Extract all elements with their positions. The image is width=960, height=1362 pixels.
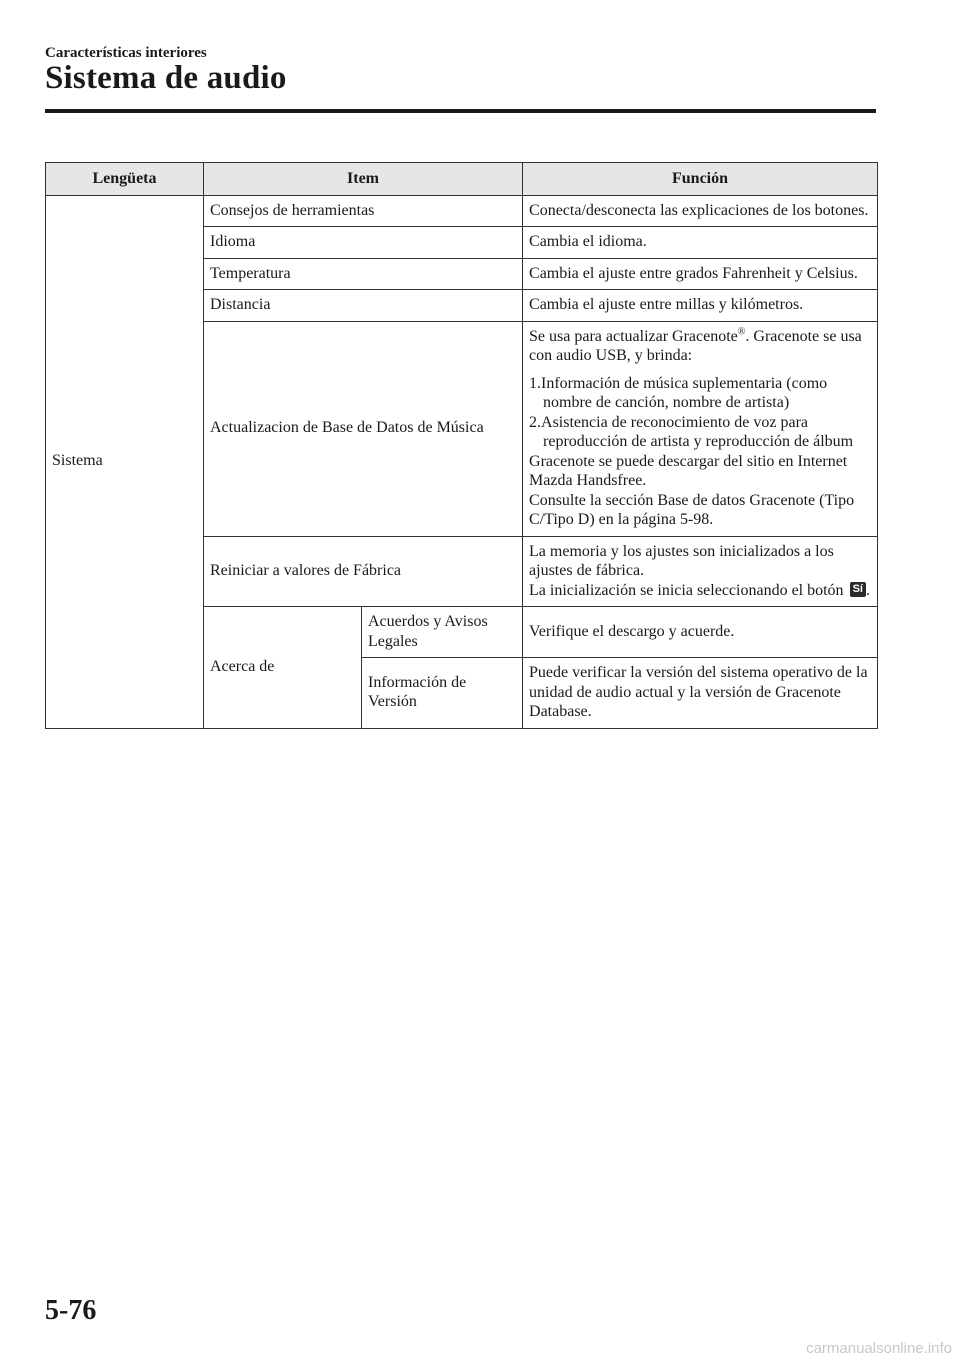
function-text: La memoria y los ajustes son inicializados a los ajustes de fábrica. <box>529 542 834 579</box>
function-intro-text: Se usa para actualizar Gracenote <box>529 327 738 345</box>
function-text-button <box>529 581 871 601</box>
section-label: Características interiores <box>45 45 207 61</box>
registered-mark: ® <box>737 326 746 338</box>
function-cell <box>523 536 878 607</box>
function-cell: Verifique el descargo y acuerde. <box>523 607 878 658</box>
page-number: 5-76 <box>45 1295 97 1326</box>
function-reference: Consulte la sección Base de datos Gracenote (Tipo C/Tipo D) en la página 5-98. <box>529 491 855 528</box>
function-cell <box>523 321 878 536</box>
function-cell: Puede verificar la versión del sistema operativo de la unidad de audio actual y la versión de Gracenote Database. <box>523 658 878 729</box>
si-button-icon: Sí <box>850 582 866 597</box>
settings-table <box>45 162 878 729</box>
item-cell: Idioma <box>204 227 523 259</box>
function-cell: Cambia el ajuste entre grados Fahrenheit y Celsius. <box>523 258 878 290</box>
title-divider <box>45 109 876 113</box>
function-download: Gracenote se puede descargar del sitio en Internet Mazda Handsfree. <box>529 452 848 489</box>
list-item: 1.Información de música suplementaria (como nombre de canción, nombre de artista) <box>529 374 828 411</box>
column-header-item: Item <box>204 163 523 196</box>
function-intro <box>529 327 871 366</box>
item-cell: Temperatura <box>204 258 523 290</box>
sentence-end: . <box>865 581 870 599</box>
table-row <box>46 195 878 227</box>
table-header-row <box>46 163 878 196</box>
item-cell: Acerca de <box>204 607 362 729</box>
page-title: Sistema de audio <box>45 60 287 96</box>
function-text: La inicialización se inicia seleccionando el botón <box>529 581 844 599</box>
list-item: 2.Asistencia de reconocimiento de voz para reproducción de artista y reproducción de álbum <box>529 413 854 450</box>
item-cell: Actualizacion de Base de Datos de Música <box>204 321 523 536</box>
feature-list <box>529 374 871 452</box>
tab-cell-sistema: Sistema <box>46 195 204 728</box>
function-cell: Cambia el idioma. <box>523 227 878 259</box>
item-cell: Reiniciar a valores de Fábrica <box>204 536 523 607</box>
item-cell: Consejos de herramientas <box>204 195 523 227</box>
column-header-tab: Lengüeta <box>46 163 204 196</box>
item-cell: Distancia <box>204 290 523 322</box>
function-cell: Conecta/desconecta las explicaciones de los botones. <box>523 195 878 227</box>
column-header-function: Función <box>523 163 878 196</box>
function-cell: Cambia el ajuste entre millas y kilómetros. <box>523 290 878 322</box>
subitem-cell: Acuerdos y Avisos Legales <box>362 607 523 658</box>
subitem-cell: Información de Versión <box>362 658 523 729</box>
watermark: carmanualsonline.info <box>806 1340 952 1357</box>
function-intro-text-end: . Gracenote se usa con audio USB, y brinda: <box>529 327 862 364</box>
